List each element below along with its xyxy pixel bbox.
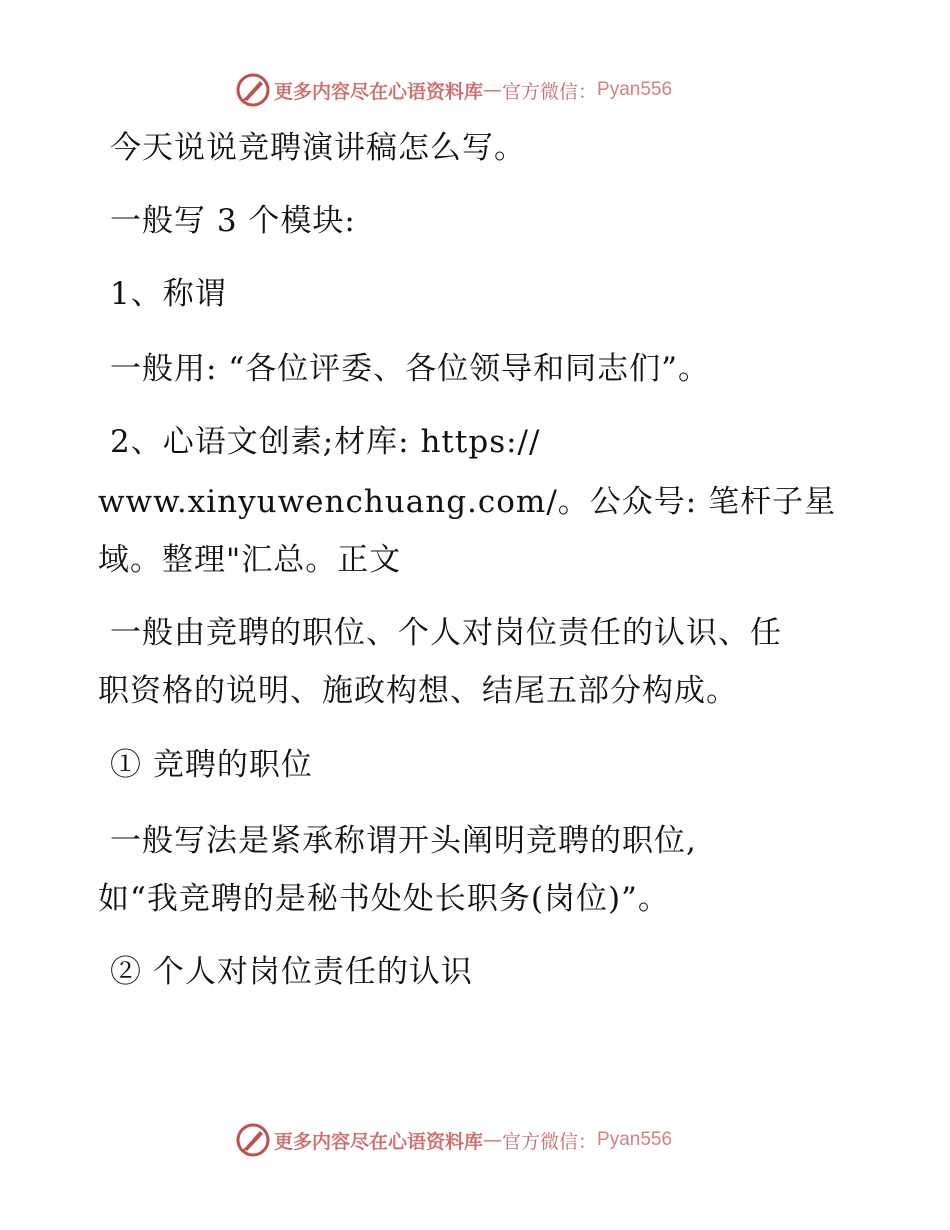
banner-wechat-label: 官方微信： <box>502 80 598 103</box>
heading-body-line-1: 2、心语文创素;材库: https:// <box>110 424 541 460</box>
banner-dash: — <box>483 1129 503 1151</box>
heading-body-line-3: 域。整理"汇总。正文 <box>98 542 402 578</box>
banner-main-text: 更多内容尽在心语资料库 <box>274 80 484 103</box>
heading-salutation: 1、称谓 <box>110 276 227 312</box>
heading-responsibility: ② 个人对岗位责任的认识 <box>110 954 473 990</box>
banner-dash: — <box>483 79 503 101</box>
banner-wechat-id: Pyan556 <box>597 1129 673 1150</box>
heading-position: ① 竞聘的职位 <box>110 747 313 783</box>
paragraph-structure-line-2: 职资格的说明、施政构想、结尾五部分构成。 <box>98 673 738 709</box>
footer-banner <box>236 1122 716 1158</box>
banner-wechat-id: Pyan556 <box>597 79 673 100</box>
paragraph-intro: 今天说说竞聘演讲稿怎么写。 <box>110 130 526 166</box>
banner-wechat-label: 官方微信： <box>502 1130 598 1153</box>
header-banner <box>236 72 716 108</box>
quill-pen-logo-icon <box>236 1123 270 1157</box>
paragraph-structure-line-1: 一般由竞聘的职位、个人对岗位责任的认识、任 <box>110 615 782 651</box>
paragraph-position-line-1: 一般写法是紧承称谓开头阐明竞聘的职位, <box>110 823 697 859</box>
banner-main-text: 更多内容尽在心语资料库 <box>274 1130 484 1153</box>
paragraph-position-line-2: 如“我竞聘的是秘书处处长职务(岗位)”。 <box>98 881 670 917</box>
quill-pen-logo-icon <box>236 73 270 107</box>
paragraph-salutation: 一般用: “各位评委、各位领导和同志们”。 <box>110 351 710 387</box>
paragraph-modules: 一般写 3 个模块: <box>110 203 356 239</box>
heading-body-line-2: www.xinyuwenchuang.com/。公众号: 笔杆子星 <box>98 484 837 520</box>
